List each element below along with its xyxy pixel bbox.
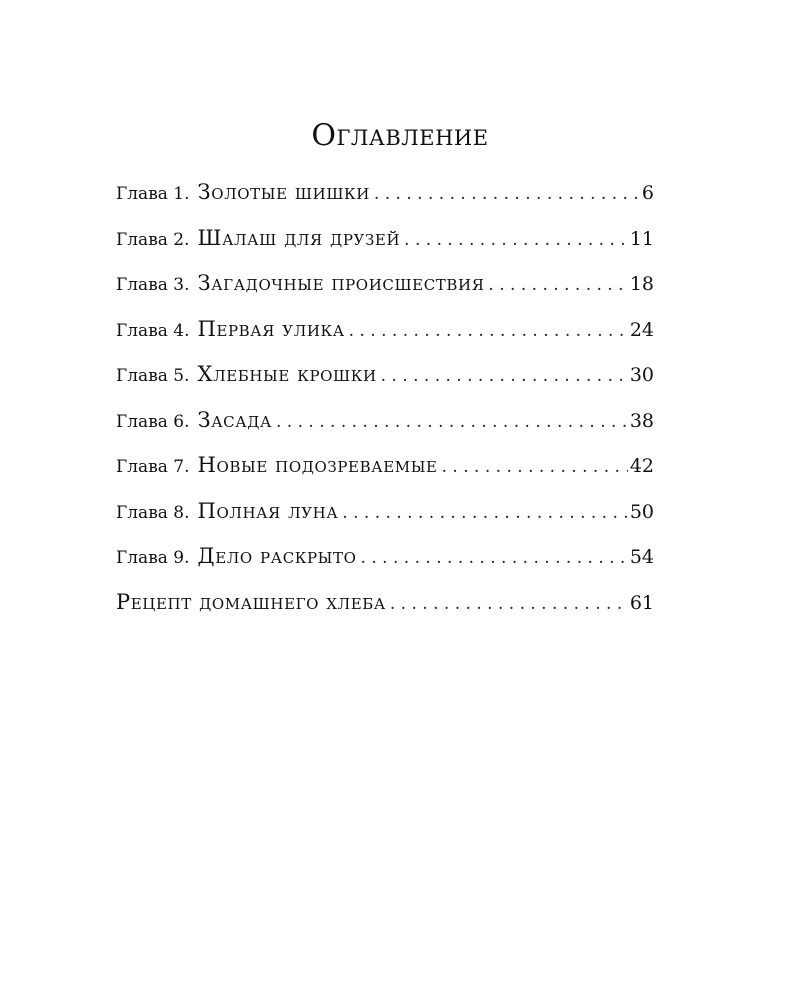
dot-leader [276, 400, 628, 446]
chapter-title: Засада [197, 407, 272, 432]
chapter-title: Первая улика [197, 316, 345, 341]
recipe-title: Рецепт домашнего хлеба [116, 589, 386, 614]
chapter-number: Глава 2. [116, 229, 190, 250]
toc-entry [116, 398, 654, 444]
table-of-contents [116, 170, 654, 625]
toc-entry [116, 534, 654, 580]
chapter-number: Глава 5. [116, 366, 190, 386]
chapter-title: Загадочные происшествия [197, 271, 485, 295]
chapter-number: Глава 6. [116, 411, 190, 432]
page-number: 30 [629, 364, 654, 386]
page-number: 18 [629, 273, 654, 295]
page-number: 6 [641, 182, 654, 204]
dot-leader [442, 445, 628, 491]
dot-leader [361, 536, 628, 582]
chapter-title: Золотые шишки [197, 180, 370, 204]
page-number: 11 [629, 227, 654, 250]
toc-entry [116, 216, 654, 262]
chapter-number: Глава 4. [116, 320, 190, 341]
page-number: 24 [629, 318, 654, 341]
chapter-title: Шалаш для друзей [197, 225, 401, 250]
chapter-title: Хлебные крошки [197, 362, 377, 386]
page-number: 42 [629, 455, 654, 477]
toc-entry [116, 261, 654, 307]
toc-entry [116, 443, 654, 489]
chapter-number: Глава 7. [116, 457, 190, 477]
page-number: 50 [629, 500, 654, 523]
toc-entry [116, 307, 654, 353]
chapter-title: Полная луна [197, 498, 339, 523]
chapter-number: Глава 1. [116, 184, 190, 204]
page-number: 54 [629, 546, 654, 568]
dot-leader [374, 172, 640, 218]
dot-leader [390, 582, 628, 628]
page-number: 38 [629, 409, 654, 432]
dot-leader [488, 263, 627, 309]
toc-entry [116, 352, 654, 398]
chapter-number: Глава 8. [116, 502, 190, 523]
dot-leader [342, 491, 628, 537]
toc-entry [116, 489, 654, 535]
page-number: 61 [629, 591, 654, 614]
dot-leader [381, 354, 628, 400]
chapter-title: Дело раскрыто [197, 544, 357, 568]
dot-leader [404, 218, 628, 264]
chapter-number: Глава 9. [116, 548, 190, 568]
chapter-title: Новые подозреваемые [197, 453, 438, 477]
chapter-number: Глава 3. [116, 275, 190, 295]
toc-entry [116, 580, 654, 626]
dot-leader [349, 309, 628, 355]
toc-entry [116, 170, 654, 216]
page-title: Оглавление [311, 118, 489, 153]
